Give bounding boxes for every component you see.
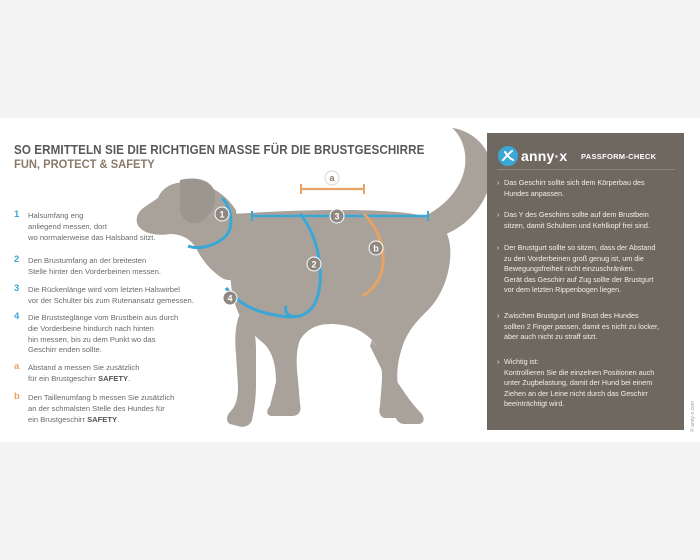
marker-3 [330, 209, 344, 223]
step-text: Abstand a messen Sie zusätzlich für ein Brustgeschirr SAFETY. [28, 363, 140, 383]
svg-text:4: 4 [227, 293, 233, 304]
passform-check-panel: anny·x PASSFORM-CHECK › Das Geschirr sollte sich dem Körperbau des Hundes anpassen. › Das Y des Geschirrs sollte auf dem Brustbein sitzen, damit Schultern und Kehlkopf frei sind. › Der Brustgurt sollte so sitzen, dass der Abstand zu den Vorderbeinen groß genug ist, um die Bewegungsfreiheit nicht einzuschränken. Gerät das Geschirr auf Zug sollte der Brustgurt vor dem letzten Rippenbogen liegen. › Zwischen Brustgurt und Brust des Hundes sollten 2 Finger passen, damit es nicht zu locker, aber auch nicht zu straff sitzt. › Wichtig ist: Kontrollieren Sie die einzelnen Positionen auch unter Zugbelastung, damit der Hund bei einem Ziehen an der Leine nicht durch das Geschirr beeinträchtigt wird. [487, 133, 684, 430]
step-marker: 4 [14, 311, 20, 322]
panel-tag: PASSFORM-CHECK [581, 152, 657, 161]
copyright-credit: © anny-x.com [690, 401, 696, 432]
anny-x-logo-icon [497, 145, 519, 167]
panel-header [497, 145, 677, 167]
step-text: Den Brustumfang an der breitesten Stelle hinter den Vorderbeinen messen. [28, 256, 161, 276]
step-marker: 2 [14, 254, 20, 265]
step-text: Halsumfang eng anliegend messen, dort wo normalerweise das Halsband sitzt. [28, 211, 156, 242]
svg-text:1: 1 [219, 209, 225, 220]
marker-2 [307, 257, 321, 271]
step-text: Die Bruststeglänge vom Brustbein aus durch die Vorderbeine hindurch nach hinten hin messen, bis zu dem Punkt wo das Geschirr enden sollte. [28, 313, 179, 355]
svg-text:2: 2 [311, 259, 317, 270]
svg-text:b: b [373, 243, 379, 254]
step-marker: 1 [14, 209, 20, 220]
svg-text:a: a [329, 173, 335, 183]
svg-text:3: 3 [334, 211, 340, 222]
marker-a [325, 171, 339, 185]
brand-name: anny·x [521, 148, 568, 164]
marker-b [369, 241, 383, 255]
step-marker: 3 [14, 283, 20, 294]
step-marker: b [14, 391, 20, 402]
page-subtitle: FUN, PROTECT & SAFETY [14, 157, 155, 171]
page-title: SO ERMITTELN SIE DIE RICHTIGEN MASSE FÜR DIE BRUSTGESCHIRRE [14, 143, 425, 157]
step-marker: a [14, 361, 20, 372]
step-text: Den Taillenumfang b messen Sie zusätzlich an der schmalsten Stelle des Hundes für ein Brustgeschirr SAFETY. [28, 393, 175, 424]
panel-divider [497, 169, 675, 170]
step-text: Die Rückenlänge wird vom letzten Halswirbel vor der Schulter bis zum Rutenansatz gemessen. [28, 285, 194, 305]
